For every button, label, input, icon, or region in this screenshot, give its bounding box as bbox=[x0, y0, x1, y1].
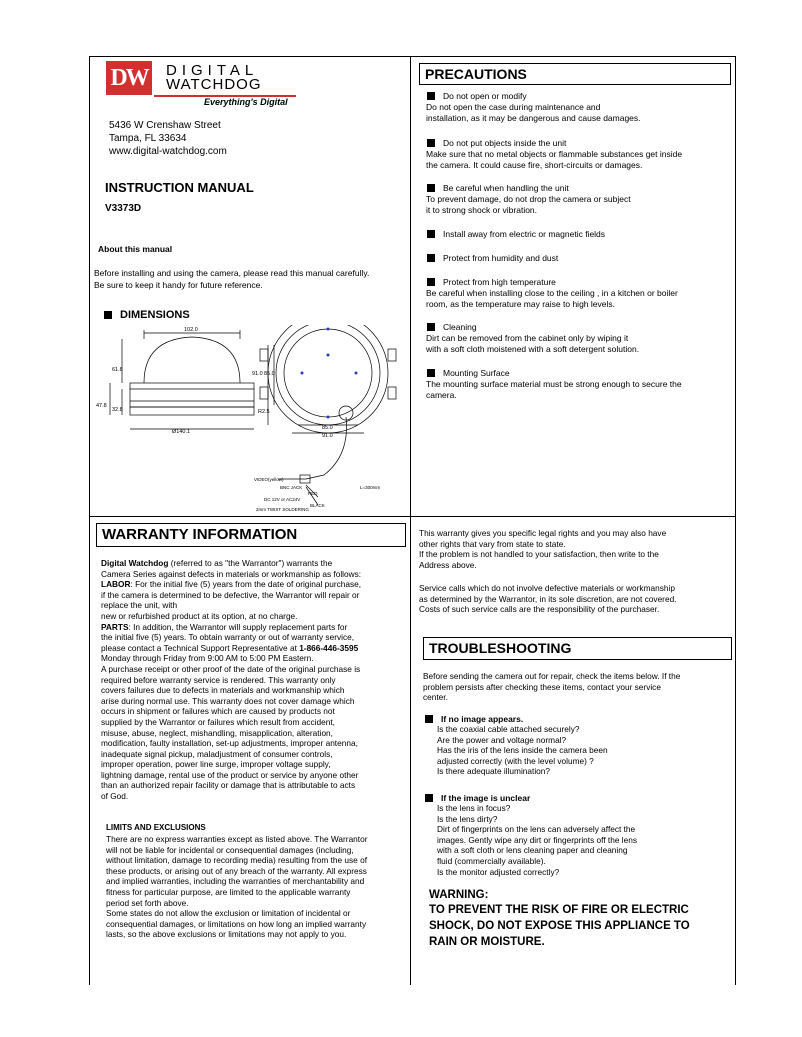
cable-length: L=300mm bbox=[360, 485, 381, 490]
labor-label: LABOR bbox=[101, 579, 131, 590]
precaution-title: Do not put objects inside the unit bbox=[443, 138, 567, 148]
precaution-title: Install away from electric or magnetic fields bbox=[443, 229, 606, 239]
cable-bnc: BNC JACK bbox=[280, 485, 303, 490]
dimensions-section bbox=[104, 309, 190, 321]
labor-text: : For the initial five (5) years from the date of original purchase, if the camera is determined to be defective, the Warrantor will repair or replace the unit, with new or refurbished product at its option, at no charge. bbox=[101, 579, 362, 621]
warranty-company: Digital Watchdog bbox=[101, 558, 169, 568]
service-calls-text: Service calls which do not involve defective materials or workmanship as determined by the Warrantor, in its sole discretion, are not covered. Costs of such service calls are the responsibility of the purchaser. bbox=[419, 583, 677, 615]
precaution-item bbox=[427, 138, 732, 171]
trouble-body-2: Is the lens in focus? Is the lens dirty? Dirt of fingerprints on the lens can adversely affect the images. Gently wipe any dirt or fingerprints off the lens with a soft cloth or lens cleaning paper and cleaning fluid (commercially available). Is the monitor adjusted correctly? bbox=[437, 803, 637, 877]
bullet-square-icon bbox=[427, 323, 435, 331]
precaution-body: Do not open the case during maintenance and installation, as it may be dangerous and cause damages. bbox=[426, 102, 641, 123]
about-text-1: Before installing and using the camera, please read this manual carefully. bbox=[94, 268, 370, 278]
about-heading: About this manual bbox=[98, 244, 173, 254]
dim-dome-height: 61.8 bbox=[112, 367, 123, 373]
limits-text: There are no express warranties except as listed above. The Warrantor will not be liable for incidental or consequential damages (including, without limitation, damage to recording media) resulting from the use of these products, or arising out of any breach of the warranty. All express and implied warranties, including the warranties of merchantability and fitness for particular purpose, are limited to the applicable warranty period set forth above. Some states do not allow the exclusion or limitation of incidental or consequential damages, or limitations on how long an implied warranty lasts, so the above exclusions or limitations may not apply to you. bbox=[106, 834, 368, 940]
parts-text-2: Monday through Friday from 9:00 AM to 5:00 PM Eastern. bbox=[101, 653, 314, 664]
bullet-square-icon bbox=[425, 715, 433, 723]
website-link[interactable]: www.digital-watchdog.com bbox=[109, 146, 227, 157]
trouble-group-2 bbox=[425, 793, 725, 877]
dim-offset: R2.5 bbox=[258, 409, 270, 415]
about-text-2: Be sure to keep it handy for future reference. bbox=[94, 280, 263, 290]
dimensions-heading: DIMENSIONS bbox=[120, 309, 190, 321]
bullet-square-icon bbox=[425, 794, 433, 802]
precaution-title: Mounting Surface bbox=[443, 368, 510, 378]
top-border bbox=[89, 56, 736, 57]
limits-heading: LIMITS AND EXCLUSIONS bbox=[106, 823, 206, 832]
precaution-body: Be careful when installing close to the ceiling , in a kitchen or boiler room, as the temperature may raise to high levels. bbox=[426, 288, 678, 309]
trouble-group-1 bbox=[425, 714, 725, 777]
support-phone[interactable]: 1-866-446-3595 bbox=[299, 642, 359, 653]
trouble-body-1: Is the coaxial cable attached securely? Are the power and voltage normal? Has the iris of the lens inside the camera been adjusted correctly (with the level volume) ? Is there adequate illumination? bbox=[437, 724, 608, 777]
logo-mark: DW bbox=[106, 61, 152, 95]
bullet-square-icon bbox=[427, 92, 435, 100]
side-base bbox=[130, 383, 254, 407]
precaution-body: The mounting surface material must be strong enough to secure the camera. bbox=[426, 379, 682, 400]
precaution-item bbox=[427, 368, 732, 401]
logo-line1: DIGITAL bbox=[166, 62, 259, 79]
cable-red: RED bbox=[308, 491, 318, 496]
dim-bolt-b: 85.0 bbox=[264, 371, 275, 377]
warranty-terms: A purchase receipt or other proof of the date of the original purchase is required before warranty service is rendered. This warranty only covers failures due to defects in materials and workmanship which arise during normal use. This warranty does not cover damage which occurs in shipment or failures which are caused by products not supplied by the Warrantor or failures which result from accident, misuse, abuse, neglect, mishandling, misapplication, alteration, modification, faulty installation, set-up adjustments, improper antenna, inadequate signal pickup, maladjustment of consumer controls, improper operation, power line surge, improper voltage supply, lightning damage, rental use of the product or service by anyone other than an authorized repair facility or damage that is attributable to acts of God. bbox=[101, 663, 361, 802]
precaution-item bbox=[427, 253, 732, 264]
logo bbox=[106, 61, 296, 109]
troubleshooting-intro: Before sending the camera out for repair, check the items below. If the problem persists after checking these items, contact your service center. bbox=[423, 671, 681, 703]
warning-title: WARNING: bbox=[429, 889, 489, 901]
warranty-intro: (referred to as "the Warrantor") warrants the Camera Series against defects in materials or workmanship as follows: bbox=[101, 558, 362, 579]
logo-line2: WATCHDOG bbox=[166, 76, 262, 93]
bullet-square-icon bbox=[427, 369, 435, 377]
precaution-item bbox=[427, 91, 732, 124]
logo-tagline: Everything's Digital bbox=[204, 97, 288, 107]
bullet-square-icon bbox=[104, 311, 112, 319]
right-border bbox=[735, 56, 736, 985]
precaution-body: Make sure that no metal objects or flammable substances get inside the camera. It could cause fire, short-circuits or damages. bbox=[426, 149, 683, 170]
precaution-title: Be careful when handling the unit bbox=[443, 183, 569, 193]
trouble-title-2: If the image is unclear bbox=[441, 793, 531, 803]
bullet-square-icon bbox=[427, 254, 435, 262]
left-border bbox=[89, 56, 90, 985]
cable-video: VIDEO(yellow) bbox=[254, 477, 284, 482]
rights-text: This warranty gives you specific legal rights and you may also have other rights that vary from state to state. If the problem is not handled to your satisfaction, then write to the Address above. bbox=[419, 528, 667, 570]
precaution-item bbox=[427, 322, 732, 355]
bullet-square-icon bbox=[427, 139, 435, 147]
precaution-title: Protect from high temperature bbox=[443, 277, 556, 287]
side-dome bbox=[144, 337, 240, 383]
warranty-body bbox=[101, 558, 407, 802]
dim-total-height: 47.8 bbox=[96, 403, 107, 409]
dim-top-width: 102.0 bbox=[184, 327, 198, 333]
warning-text: TO PREVENT THE RISK OF FIRE OR ELECTRIC SHOCK, DO NOT EXPOSE THIS APPLIANCE TO RAIN OR MOISTURE. bbox=[429, 904, 690, 948]
dim-bottom-a: 85.0 bbox=[322, 425, 333, 431]
precaution-title: Cleaning bbox=[443, 322, 477, 332]
precaution-item bbox=[427, 277, 732, 310]
precaution-body: To prevent damage, do not drop the camera or subject it to strong shock or vibration. bbox=[426, 194, 631, 215]
precaution-title: Protect from humidity and dust bbox=[443, 253, 559, 263]
warranty-heading: WARRANTY INFORMATION bbox=[96, 523, 406, 547]
bullet-square-icon bbox=[427, 230, 435, 238]
precaution-item bbox=[427, 183, 732, 216]
precaution-title: Do not open or modify bbox=[443, 91, 527, 101]
dim-bottom-b: 91.0 bbox=[322, 433, 333, 439]
bullet-square-icon bbox=[427, 184, 435, 192]
dimensions-drawing bbox=[92, 325, 408, 515]
precautions-heading: PRECAUTIONS bbox=[419, 63, 731, 85]
page-title: INSTRUCTION MANUAL bbox=[105, 180, 254, 195]
parts-text: : In addition, the Warrantor will supply replacement parts for the initial five (5) years. To obtain warranty or out of warranty service, please contact a Technical Support Representative at bbox=[101, 621, 355, 653]
dim-base-dia: Ø140.1 bbox=[172, 429, 191, 435]
trouble-title-1: If no image appears. bbox=[441, 714, 524, 724]
dim-bolt-a: 91.0 bbox=[252, 371, 263, 377]
middle-divider bbox=[89, 516, 736, 517]
center-divider bbox=[410, 56, 411, 985]
dim-base-height: 32.8 bbox=[112, 407, 123, 413]
cable-power2: 2mm TWIST SOLDERING bbox=[256, 507, 309, 512]
parts-label: PARTS bbox=[101, 621, 129, 632]
model-number: V3373D bbox=[105, 203, 142, 214]
address-line-1: 5436 W Crenshaw Street bbox=[109, 120, 221, 131]
address-line-2: Tampa, FL 33634 bbox=[109, 133, 187, 144]
cable-black: BLACK bbox=[310, 503, 325, 508]
precaution-body: Dirt can be removed from the cabinet only by wiping it with a soft cloth moistened with a soft detergent solution. bbox=[426, 333, 640, 354]
precaution-item bbox=[427, 229, 732, 240]
bullet-square-icon bbox=[427, 278, 435, 286]
troubleshooting-heading: TROUBLESHOOTING bbox=[423, 637, 732, 660]
cable-power: DC 12V or AC24V bbox=[264, 497, 301, 502]
